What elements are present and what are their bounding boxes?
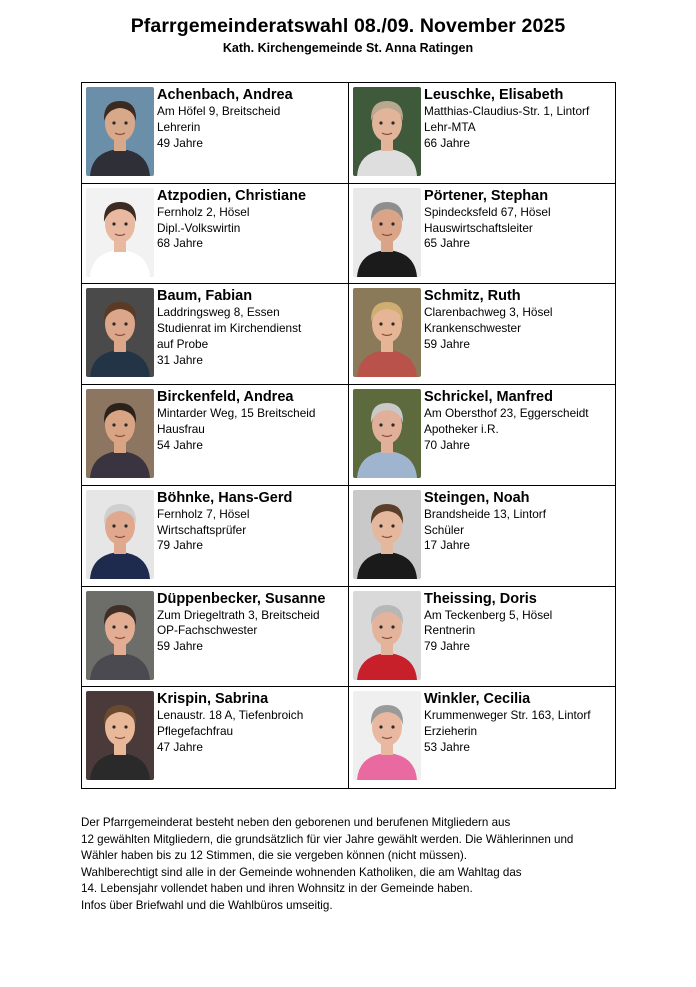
- candidate-photo: [86, 691, 154, 780]
- candidate-info: [424, 187, 613, 252]
- candidate-profession: Dipl.-Volkswirtin: [157, 220, 241, 235]
- candidate-card: [349, 83, 615, 184]
- candidate-info: [424, 590, 613, 655]
- candidate-age: 66 Jahre: [424, 135, 470, 150]
- candidate-photo: [86, 188, 154, 277]
- candidate-photo: [353, 691, 421, 780]
- candidate-age: 59 Jahre: [157, 639, 203, 654]
- candidate-photo: [353, 389, 421, 478]
- candidate-address: Fernholz 7, Hösel: [157, 506, 250, 521]
- candidate-name: Atzpodien, Christiane: [157, 187, 307, 204]
- candidate-profession: Schüler: [424, 522, 464, 537]
- candidate-address: Clarenbachweg 3, Hösel: [424, 305, 553, 320]
- candidate-name: Böhnke, Hans-Gerd: [157, 489, 293, 506]
- candidate-name: Theissing, Doris: [424, 590, 537, 607]
- candidate-age: 49 Jahre: [157, 135, 203, 150]
- candidate-photo: [86, 490, 154, 579]
- candidate-address: Krummenweger Str. 163, Lintorf: [424, 708, 591, 723]
- candidate-info: [157, 388, 346, 453]
- candidate-address: Lenaustr. 18 A, Tiefenbroich: [157, 708, 304, 723]
- candidate-address: Mintarder Weg, 15 Breitscheid: [157, 406, 316, 421]
- candidate-name: Baum, Fabian: [157, 288, 253, 305]
- page-title: Pfarrgemeinderatswahl 08./09. November 2025: [130, 15, 566, 37]
- candidate-profession: auf Probe: [157, 337, 209, 352]
- candidate-photo: [353, 288, 421, 377]
- candidate-card: [349, 486, 615, 587]
- candidate-age: 31 Jahre: [157, 352, 203, 367]
- candidate-info: [157, 590, 346, 655]
- candidate-card: [349, 587, 615, 688]
- candidate-profession: Rentnerin: [424, 623, 476, 638]
- candidate-profession: Apotheker i.R.: [424, 421, 499, 436]
- candidate-photo: [353, 591, 421, 680]
- candidate-name: Steingen, Noah: [424, 489, 530, 506]
- candidate-name: Pörtener, Stephan: [424, 187, 549, 204]
- candidate-age: 53 Jahre: [424, 739, 470, 754]
- candidate-age: 79 Jahre: [424, 639, 470, 654]
- candidate-profession: Hauswirtschaftsleiter: [424, 220, 533, 235]
- candidate-address: Brandsheide 13, Lintorf: [424, 506, 546, 521]
- candidate-profession: Wirtschaftsprüfer: [157, 522, 247, 537]
- candidate-card: [82, 385, 349, 486]
- candidate-info: [424, 388, 613, 453]
- candidate-address: Spindecksfeld 67, Hösel: [424, 204, 551, 219]
- candidate-info: [424, 489, 613, 554]
- footer-line: 12 gewählten Mitgliedern, die grundsätzlich für vier Jahre gewählt werden. Die Wählerinnen und: [81, 832, 574, 846]
- footer-text: [81, 815, 661, 915]
- candidate-photo: [86, 87, 154, 176]
- candidate-age: 68 Jahre: [157, 236, 203, 251]
- footer-line: Wahlberechtigt sind alle in der Gemeinde wohnenden Katholiken, die am Wahltag das: [81, 865, 522, 879]
- candidate-info: [157, 690, 346, 755]
- candidate-profession: Hausfrau: [157, 421, 205, 436]
- candidate-card: [349, 284, 615, 385]
- candidate-card: [349, 687, 615, 788]
- candidate-address: Am Obersthof 23, Eggerscheidt: [424, 406, 589, 421]
- candidate-profession: Pflegefachfrau: [157, 724, 234, 739]
- candidate-name: Düppenbecker, Susanne: [157, 590, 326, 607]
- candidate-photo: [353, 188, 421, 277]
- candidate-info: [157, 86, 346, 151]
- candidate-card: [82, 83, 349, 184]
- candidate-profession: Erzieherin: [424, 724, 478, 739]
- candidate-card: [349, 184, 615, 285]
- candidate-info: [157, 187, 346, 252]
- candidate-photo: [353, 490, 421, 579]
- candidate-age: 65 Jahre: [424, 236, 470, 251]
- candidate-profession: Lehr-MTA: [424, 119, 476, 134]
- candidate-grid: [81, 82, 616, 789]
- candidate-address: Zum Driegeltrath 3, Breitscheid: [157, 607, 320, 622]
- candidate-photo: [86, 389, 154, 478]
- page-subtitle: Kath. Kirchengemeinde St. Anna Ratingen: [222, 41, 474, 55]
- candidate-name: Achenbach, Andrea: [157, 87, 293, 103]
- candidate-age: 79 Jahre: [157, 538, 203, 553]
- candidate-age: 47 Jahre: [157, 739, 203, 754]
- candidate-card: [82, 687, 349, 788]
- candidate-card: [82, 486, 349, 587]
- candidate-info: [157, 287, 346, 368]
- candidate-age: 70 Jahre: [424, 437, 470, 452]
- candidate-age: 54 Jahre: [157, 437, 203, 452]
- candidate-address: Am Höfel 9, Breitscheid: [157, 104, 281, 118]
- candidate-photo: [86, 591, 154, 680]
- candidate-age: 17 Jahre: [424, 538, 470, 553]
- candidate-address: Laddringsweg 8, Essen: [157, 305, 280, 320]
- candidate-profession: OP-Fachschwester: [157, 623, 258, 638]
- candidate-card: [82, 184, 349, 285]
- candidate-card: [82, 587, 349, 688]
- candidate-name: Birckenfeld, Andrea: [157, 389, 294, 406]
- candidate-profession: Krankenschwester: [424, 321, 522, 336]
- candidate-info: [424, 690, 613, 755]
- candidate-age: 59 Jahre: [424, 337, 470, 352]
- candidate-name: Winkler, Cecilia: [424, 691, 531, 708]
- candidate-profession: Studienrat im Kirchendienst: [157, 321, 302, 336]
- candidate-info: [424, 287, 613, 352]
- candidate-photo: [353, 87, 421, 176]
- candidate-info: [424, 86, 613, 151]
- candidate-name: Schmitz, Ruth: [424, 288, 521, 305]
- candidate-card: [349, 385, 615, 486]
- footer-line: Wähler haben bis zu 12 Stimmen, die sie vergeben können (nicht müssen).: [81, 849, 468, 863]
- candidate-address: Matthias-Claudius-Str. 1, Lintorf: [424, 104, 590, 118]
- footer-line: 14. Lebensjahr vollendet haben und ihren Wohnsitz in der Gemeinde haben.: [81, 882, 473, 896]
- footer-line: Infos über Briefwahl und die Wahlbüros umseitig.: [81, 898, 333, 912]
- candidate-name: Schrickel, Manfred: [424, 389, 553, 406]
- candidate-card: [82, 284, 349, 385]
- candidate-address: Fernholz 2, Hösel: [157, 204, 250, 219]
- candidate-name: Leuschke, Elisabeth: [424, 87, 564, 103]
- candidate-address: Am Teckenberg 5, Hösel: [424, 607, 553, 622]
- footer-line: Der Pfarrgemeinderat besteht neben den geborenen und berufenen Mitgliedern aus: [81, 816, 511, 829]
- candidate-name: Krispin, Sabrina: [157, 691, 269, 708]
- candidate-profession: Lehrerin: [157, 119, 201, 134]
- candidate-photo: [86, 288, 154, 377]
- candidate-info: [157, 489, 346, 554]
